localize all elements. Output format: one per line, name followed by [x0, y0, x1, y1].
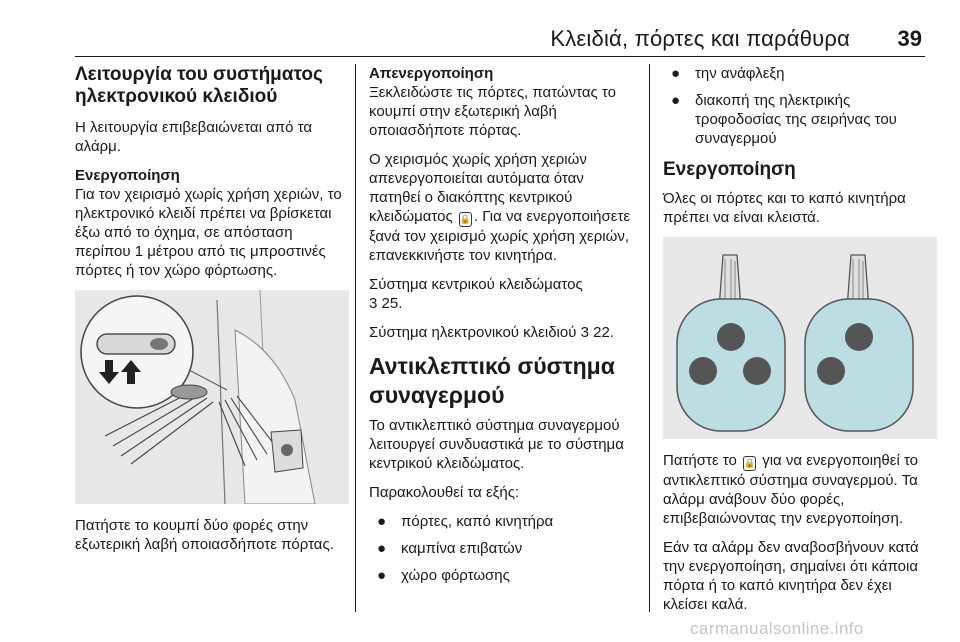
list-item: ● την ανάφλεξη: [671, 65, 785, 82]
section-heading-electronic-key: Λειτουργία του συστήματος ηλεκτρονικού κλειδιού: [75, 64, 323, 107]
bullet-icon: ●: [671, 92, 681, 109]
lock-icon: 🔒: [743, 456, 756, 471]
list-item: ● καμπίνα επιβατών: [377, 540, 523, 557]
key-fob-illustration: [663, 237, 937, 439]
header-title: Κλειδιά, πόρτες και παράθυρα: [550, 26, 850, 51]
activation-paragraph: Για τον χειρισμό χωρίς χρήση χεριών, το ηλεκτρονικό κλειδί πρέπει να βρίσκεται έξω από το όχημα, σε απόσταση περίπου 1 μέτρου από τις μπροστινές πόρτες ή τον χώρο φόρτωσης.: [75, 186, 342, 279]
list-item: ● χώρο φόρτωσης: [377, 567, 510, 584]
press-button-paragraph: [663, 451, 931, 528]
door-handle-illustration: [75, 290, 349, 504]
deactivation-subheading: Απενεργοποίηση: [369, 65, 494, 82]
bullet-icon: ●: [377, 540, 387, 557]
press-text-part-1: Πατήστε το: [663, 452, 737, 469]
auto-text-part-1: Ο χειρισμός χωρίς χρήση χεριών απενεργοποιείται αυτόματα όταν πατηθεί ο διακόπτης κεντρικού κλειδώματος: [369, 151, 587, 225]
watermark: carmanualsonline.info: [690, 619, 864, 638]
warning-paragraph: Εάν τα αλάρμ δεν αναβοσβήνουν κατά την ενεργοποίηση, σημαίνει ότι κάποια πόρτα ή το καπό κινητήρα δεν έχει κλείσει καλά.: [663, 539, 919, 613]
ref2-text: Σύστημα ηλεκτρονικού κλειδιού: [369, 324, 577, 341]
list-item: ● πόρτες, καπό κινητήρα: [377, 513, 554, 530]
key-fob-drawing: [663, 237, 937, 439]
column-1: [75, 64, 345, 564]
page-number: 39: [897, 26, 922, 51]
alarm-activation-paragraph: Όλες οι πόρτες και το καπό κινητήρα πρέπει να είναι κλειστά.: [663, 190, 906, 226]
monitored-items-list: [369, 512, 639, 585]
deactivation-paragraph: Ξεκλειδώστε τις πόρτες, πατώντας το κουμπί στην εξωτερική λαβή οποιασδήποτε πόρτας.: [369, 84, 616, 139]
auto-deactivation-paragraph: [369, 150, 639, 265]
alarm-activation-heading: Ενεργοποίηση: [663, 159, 796, 180]
page-ref-arrow-icon: 3: [369, 295, 378, 312]
ref1-page: 25.: [381, 295, 403, 312]
auto-text-part-2: . Για να ενεργοποιήσετε ξανά τον χειρισμό χωρίς χρήση χεριών, επανεκκινήστε τον κινητήρα.: [369, 208, 631, 264]
press-text-part-2: για να ενεργοποιηθεί το αντικλεπτικό σύστημα συναγερμού. Τα αλάρμ ανάβουν δύο φορές, επιβεβαιώνοντας την ενεργοποίηση.: [663, 452, 919, 527]
monitors-intro: Παρακολουθεί τα εξής:: [369, 484, 520, 501]
column-2: [369, 64, 639, 593]
intro-paragraph: Η λειτουργία επιβεβαιώνεται από τα αλάρμ.: [75, 119, 312, 155]
list-item: ● διακοπή της ηλεκτρικής τροφοδοσίας της σειρήνας του συναγερμού: [671, 92, 897, 147]
page-ref-arrow-icon: 3: [580, 324, 589, 341]
antitheft-heading: Αντικλεπτικό σύστημα συναγερμού: [369, 353, 615, 408]
bullet-icon: ●: [377, 567, 387, 584]
ref2-page: 22.: [593, 324, 614, 341]
ref1-text: Σύστημα κεντρικού κλειδώματος: [369, 276, 583, 293]
lock-icon: 🔒: [459, 212, 472, 227]
activation-subheading: Ενεργοποίηση: [75, 167, 180, 184]
column-divider-2: [649, 64, 650, 612]
cross-reference-electronic-key[interactable]: [369, 323, 639, 342]
bullet-icon: ●: [671, 65, 681, 82]
column-divider-1: [355, 64, 356, 612]
column-3: [663, 64, 931, 624]
header-divider: [75, 56, 925, 57]
page-header: [0, 0, 960, 54]
bullet-icon: ●: [377, 513, 387, 530]
antitheft-paragraph: Το αντικλεπτικό σύστημα συναγερμού λειτουργεί συνδυαστικά με το σύστημα κεντρικού κλειδώματος.: [369, 417, 624, 472]
cross-reference-central-locking[interactable]: [369, 275, 639, 313]
door-handle-drawing: [75, 290, 349, 504]
monitored-items-list-continued: [663, 64, 931, 148]
figure-caption: Πατήστε το κουμπί δύο φορές στην εξωτερική λαβή οποιασδήποτε πόρτας.: [75, 517, 334, 553]
